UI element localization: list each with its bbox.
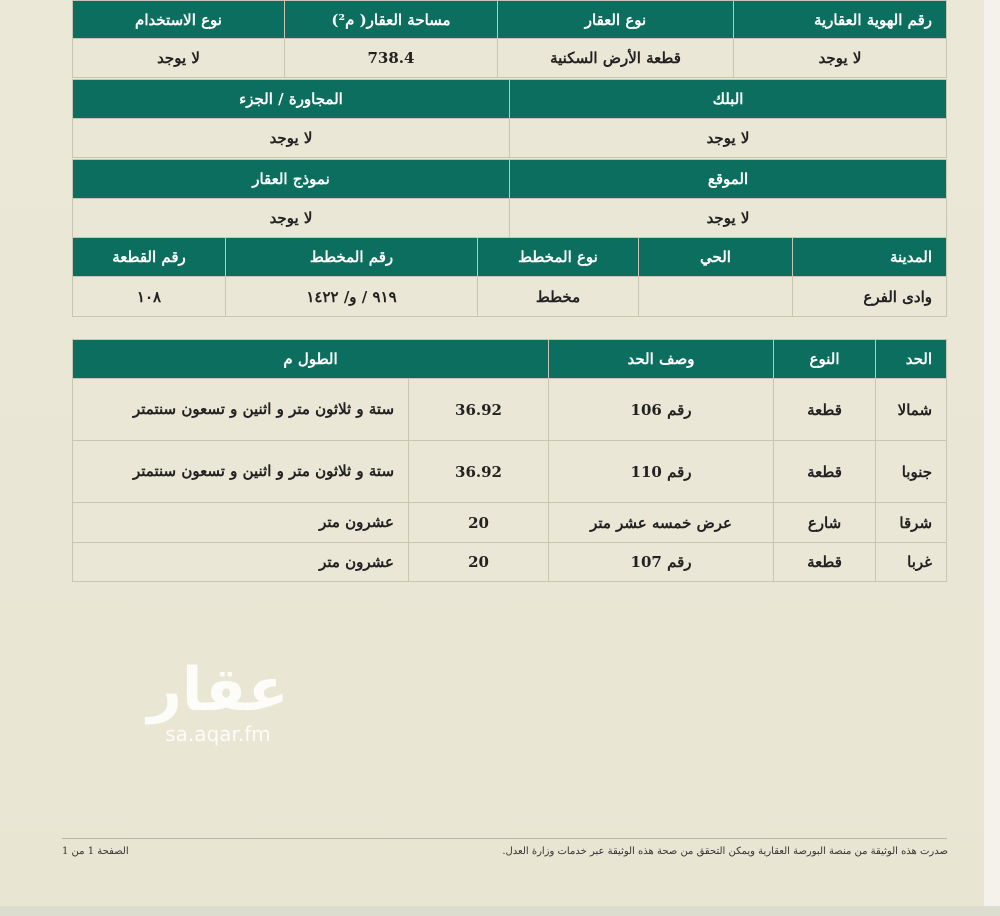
header-plan-number: رقم المخطط: [226, 238, 478, 277]
header-block: البلك: [510, 80, 947, 119]
value-plan-type: مخطط: [478, 277, 639, 317]
location-table: [72, 159, 947, 238]
footer-divider: [62, 838, 947, 839]
boundary-type: قطعة: [774, 441, 876, 503]
boundary-length-text: ستة و ثلاثون متر و اثنين و تسعون سنتمتر: [73, 441, 409, 503]
header-neighborhood-part: المجاورة / الجزء: [73, 80, 510, 119]
header-location: الموقع: [510, 160, 947, 199]
boundary-length: 36.92: [409, 379, 549, 441]
table-row: [73, 543, 947, 582]
boundary-description: رقم 107: [549, 543, 774, 582]
boundary-description: رقم 110: [549, 441, 774, 503]
value-district: [639, 277, 793, 317]
header-city: المدينة: [793, 238, 947, 277]
boundary-length-text: ستة و ثلاثون متر و اثنين و تسعون سنتمتر: [73, 379, 409, 441]
boundary-description: عرض خمسه عشر متر: [549, 503, 774, 543]
value-property-area: 738.4: [285, 39, 498, 78]
header-property-type: نوع العقار: [498, 1, 734, 39]
property-info-table: [72, 0, 947, 78]
watermark-url: sa.aqar.fm: [165, 722, 271, 746]
page-number: الصفحة 1 من 1: [62, 846, 129, 857]
watermark-logo: عقار: [147, 655, 289, 725]
value-usage-type: لا يوجد: [73, 39, 285, 78]
header-plan-type: نوع المخطط: [478, 238, 639, 277]
header-length: الطول م: [73, 340, 549, 379]
value-city: وادى الفرع: [793, 277, 947, 317]
table-row: [73, 503, 947, 543]
page-bottom-edge: [0, 906, 1000, 916]
boundary-length-text: عشرون متر: [73, 543, 409, 582]
boundary-length: 20: [409, 543, 549, 582]
boundary-type: قطعة: [774, 543, 876, 582]
boundary-side: شمالا: [876, 379, 947, 441]
header-property-model: نموذج العقار: [73, 160, 510, 199]
value-plot-number: ١٠٨: [73, 277, 226, 317]
boundary-side: جنوبا: [876, 441, 947, 503]
boundary-type: قطعة: [774, 379, 876, 441]
aqar-watermark: [138, 650, 298, 744]
header-usage-type: نوع الاستخدام: [73, 1, 285, 39]
header-boundary-description: وصف الحد: [549, 340, 774, 379]
value-property-model: لا يوجد: [73, 199, 510, 238]
boundary-length-text: عشرون متر: [73, 503, 409, 543]
boundary-side: غربا: [876, 543, 947, 582]
value-location: لا يوجد: [510, 199, 947, 238]
boundary-type: شارع: [774, 503, 876, 543]
header-boundary: الحد: [876, 340, 947, 379]
value-neighborhood-part: لا يوجد: [73, 119, 510, 158]
footer-note: صدرت هذه الوثيقة من منصة البورصة العقارية ويمكن التحقق من صحة هذه الوثيقة عبر خدمات وزارة العدل.: [502, 846, 948, 857]
boundaries-table: [72, 339, 947, 582]
value-block: لا يوجد: [510, 119, 947, 158]
boundary-description: رقم 106: [549, 379, 774, 441]
boundary-length: 20: [409, 503, 549, 543]
value-property-type: قطعة الأرض السكنية: [498, 39, 734, 78]
header-boundary-type: النوع: [774, 340, 876, 379]
address-table: [72, 237, 947, 317]
header-plot-number: رقم القطعة: [73, 238, 226, 277]
table-row: [73, 441, 947, 503]
header-property-area: مساحة العقار( م²): [285, 1, 498, 39]
block-table: [72, 79, 947, 158]
header-property-id: رقم الهوية العقارية: [734, 1, 947, 39]
boundary-side: شرقا: [876, 503, 947, 543]
boundary-length: 36.92: [409, 441, 549, 503]
table-row: [73, 379, 947, 441]
value-property-id: لا يوجد: [734, 39, 947, 78]
value-plan-number: ٩١٩ / و/ ١٤٢٢: [226, 277, 478, 317]
page-right-edge: [984, 0, 1000, 916]
header-district: الحي: [639, 238, 793, 277]
